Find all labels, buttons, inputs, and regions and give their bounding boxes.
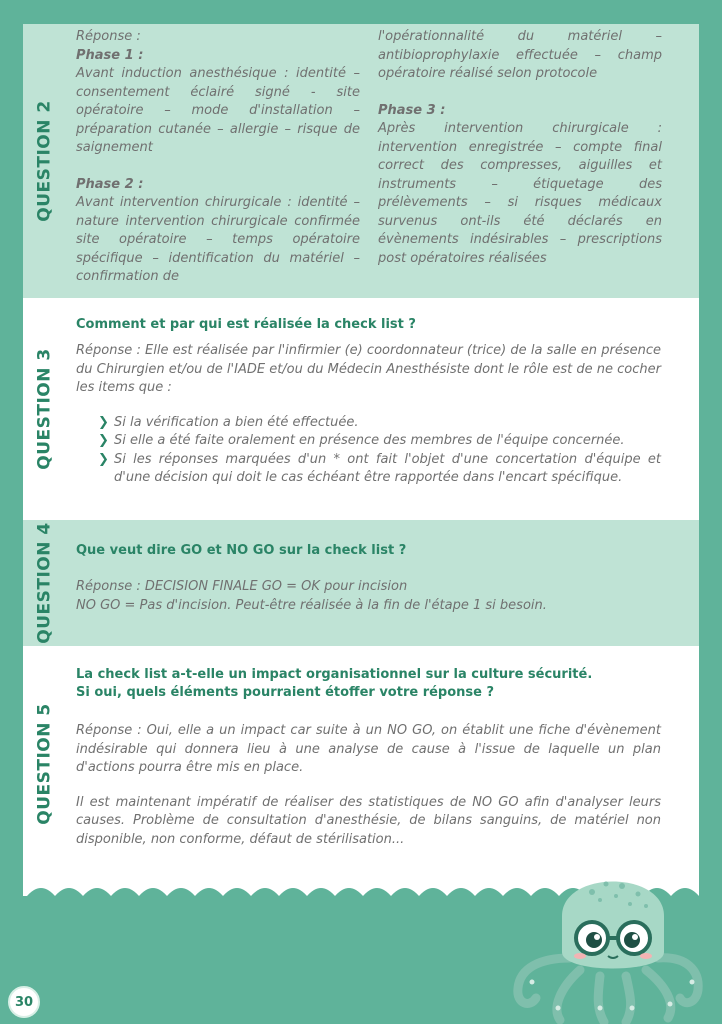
list-item: ❯ Si les réponses marquées d'un * ont fait l'objet d'une concertation d'équipe et d'une décision qui doit le cas échéant être rapportée dans l'encart spécifique.	[98, 451, 661, 485]
phase-2-text: Avant intervention chirurgicale : identité – nature intervention chirurgicale confirmée site opératoire – temps opératoire spécifique – identification du matériel – confirmation de	[76, 195, 360, 284]
question-3-text: Comment et par qui est réalisée la check list ?	[76, 317, 416, 332]
question-2-section	[23, 24, 699, 298]
phase-1-title: Phase 1 :	[76, 47, 144, 63]
page-number: 30	[8, 986, 40, 1018]
question-4-answer-line-2: NO GO = Pas d'incision. Peut-être réalisée à la fin de l'étape 1 si besoin.	[76, 597, 547, 613]
phase-2-title: Phase 2 :	[76, 176, 144, 192]
continued-text: l'opérationnalité du matériel – antibioprophylaxie effectuée – champ opératoire réalisé selon protocole	[378, 29, 662, 81]
question-5-text-line-1: La check list a-t-elle un impact organisationnel sur la culture sécurité.	[76, 667, 593, 682]
chevron-right-icon: ❯	[98, 433, 109, 448]
phase-3-text: Après intervention chirurgicale : intervention enregistrée – compte final correct des compresses, aiguilles et instruments – étiquetage des prélèvements – si risques médicaux survenus ont-ils été déclarés en évènements indésirables – prescriptions post opératoires réalisées	[378, 121, 662, 266]
phase-1-text: Avant induction anesthésique : identité – consentement éclairé signé - site opératoire – mode d'installation – préparation cutanée – allergie – risque de saignement	[76, 66, 360, 155]
question-4-label: QUESTION 4	[35, 522, 55, 644]
question-3-bullet-list	[76, 414, 661, 488]
question-5-answer-1: Réponse : Oui, elle a un impact car suite à un NO GO, on établit une fiche d'évènement indésirable qui donnera lieu à une analyse de cause à l'issue de laquelle un plan d'actions pourra être mis en place.	[76, 723, 661, 775]
question-5-answer-2: Il est maintenant impératif de réaliser des statistiques de NO GO afin d'analyser leurs causes. Problème de consultation d'anesthésie, de bilans sanguins, de matériel non disponible, non conforme, défaut de stérilisation...	[76, 794, 661, 847]
question-5-section	[23, 646, 699, 882]
question-5-label: QUESTION 5	[35, 703, 55, 825]
question-3-label: QUESTION 3	[35, 348, 55, 470]
chevron-right-icon: ❯	[98, 414, 109, 430]
phase-3-title: Phase 3 :	[378, 102, 446, 118]
question-2-left-column	[76, 28, 360, 287]
list-item: ❯ Si elle a été faite oralement en présence des membres de l'équipe concernée.	[76, 432, 661, 451]
octopus-mascot-illustration	[500, 848, 716, 1024]
chevron-right-icon: ❯	[98, 451, 109, 467]
question-4-answer-line-1: Réponse : DECISION FINALE GO = OK pour incision	[76, 579, 408, 594]
question-3-answer: Réponse : Elle est réalisée par l'infirmier (e) coordonnateur (trice) de la salle en présence du Chirurgien et/ou de l'IADE et/ou du Médecin Anesthésiste dont le rôle est de ne cocher les items que :	[76, 343, 661, 395]
question-4-text: Que veut dire GO et NO GO sur la check list ?	[76, 543, 407, 558]
question-2-right-column	[378, 28, 662, 268]
list-item: ❯ Si la vérification a bien été effectuée.	[76, 414, 661, 433]
response-label: Réponse :	[76, 29, 141, 44]
question-3-section	[23, 298, 699, 520]
question-5-text-line-2: Si oui, quels éléments pourraient étoffer votre réponse ?	[76, 685, 495, 700]
question-4-section	[23, 520, 699, 646]
question-2-label: QUESTION 2	[35, 100, 55, 222]
